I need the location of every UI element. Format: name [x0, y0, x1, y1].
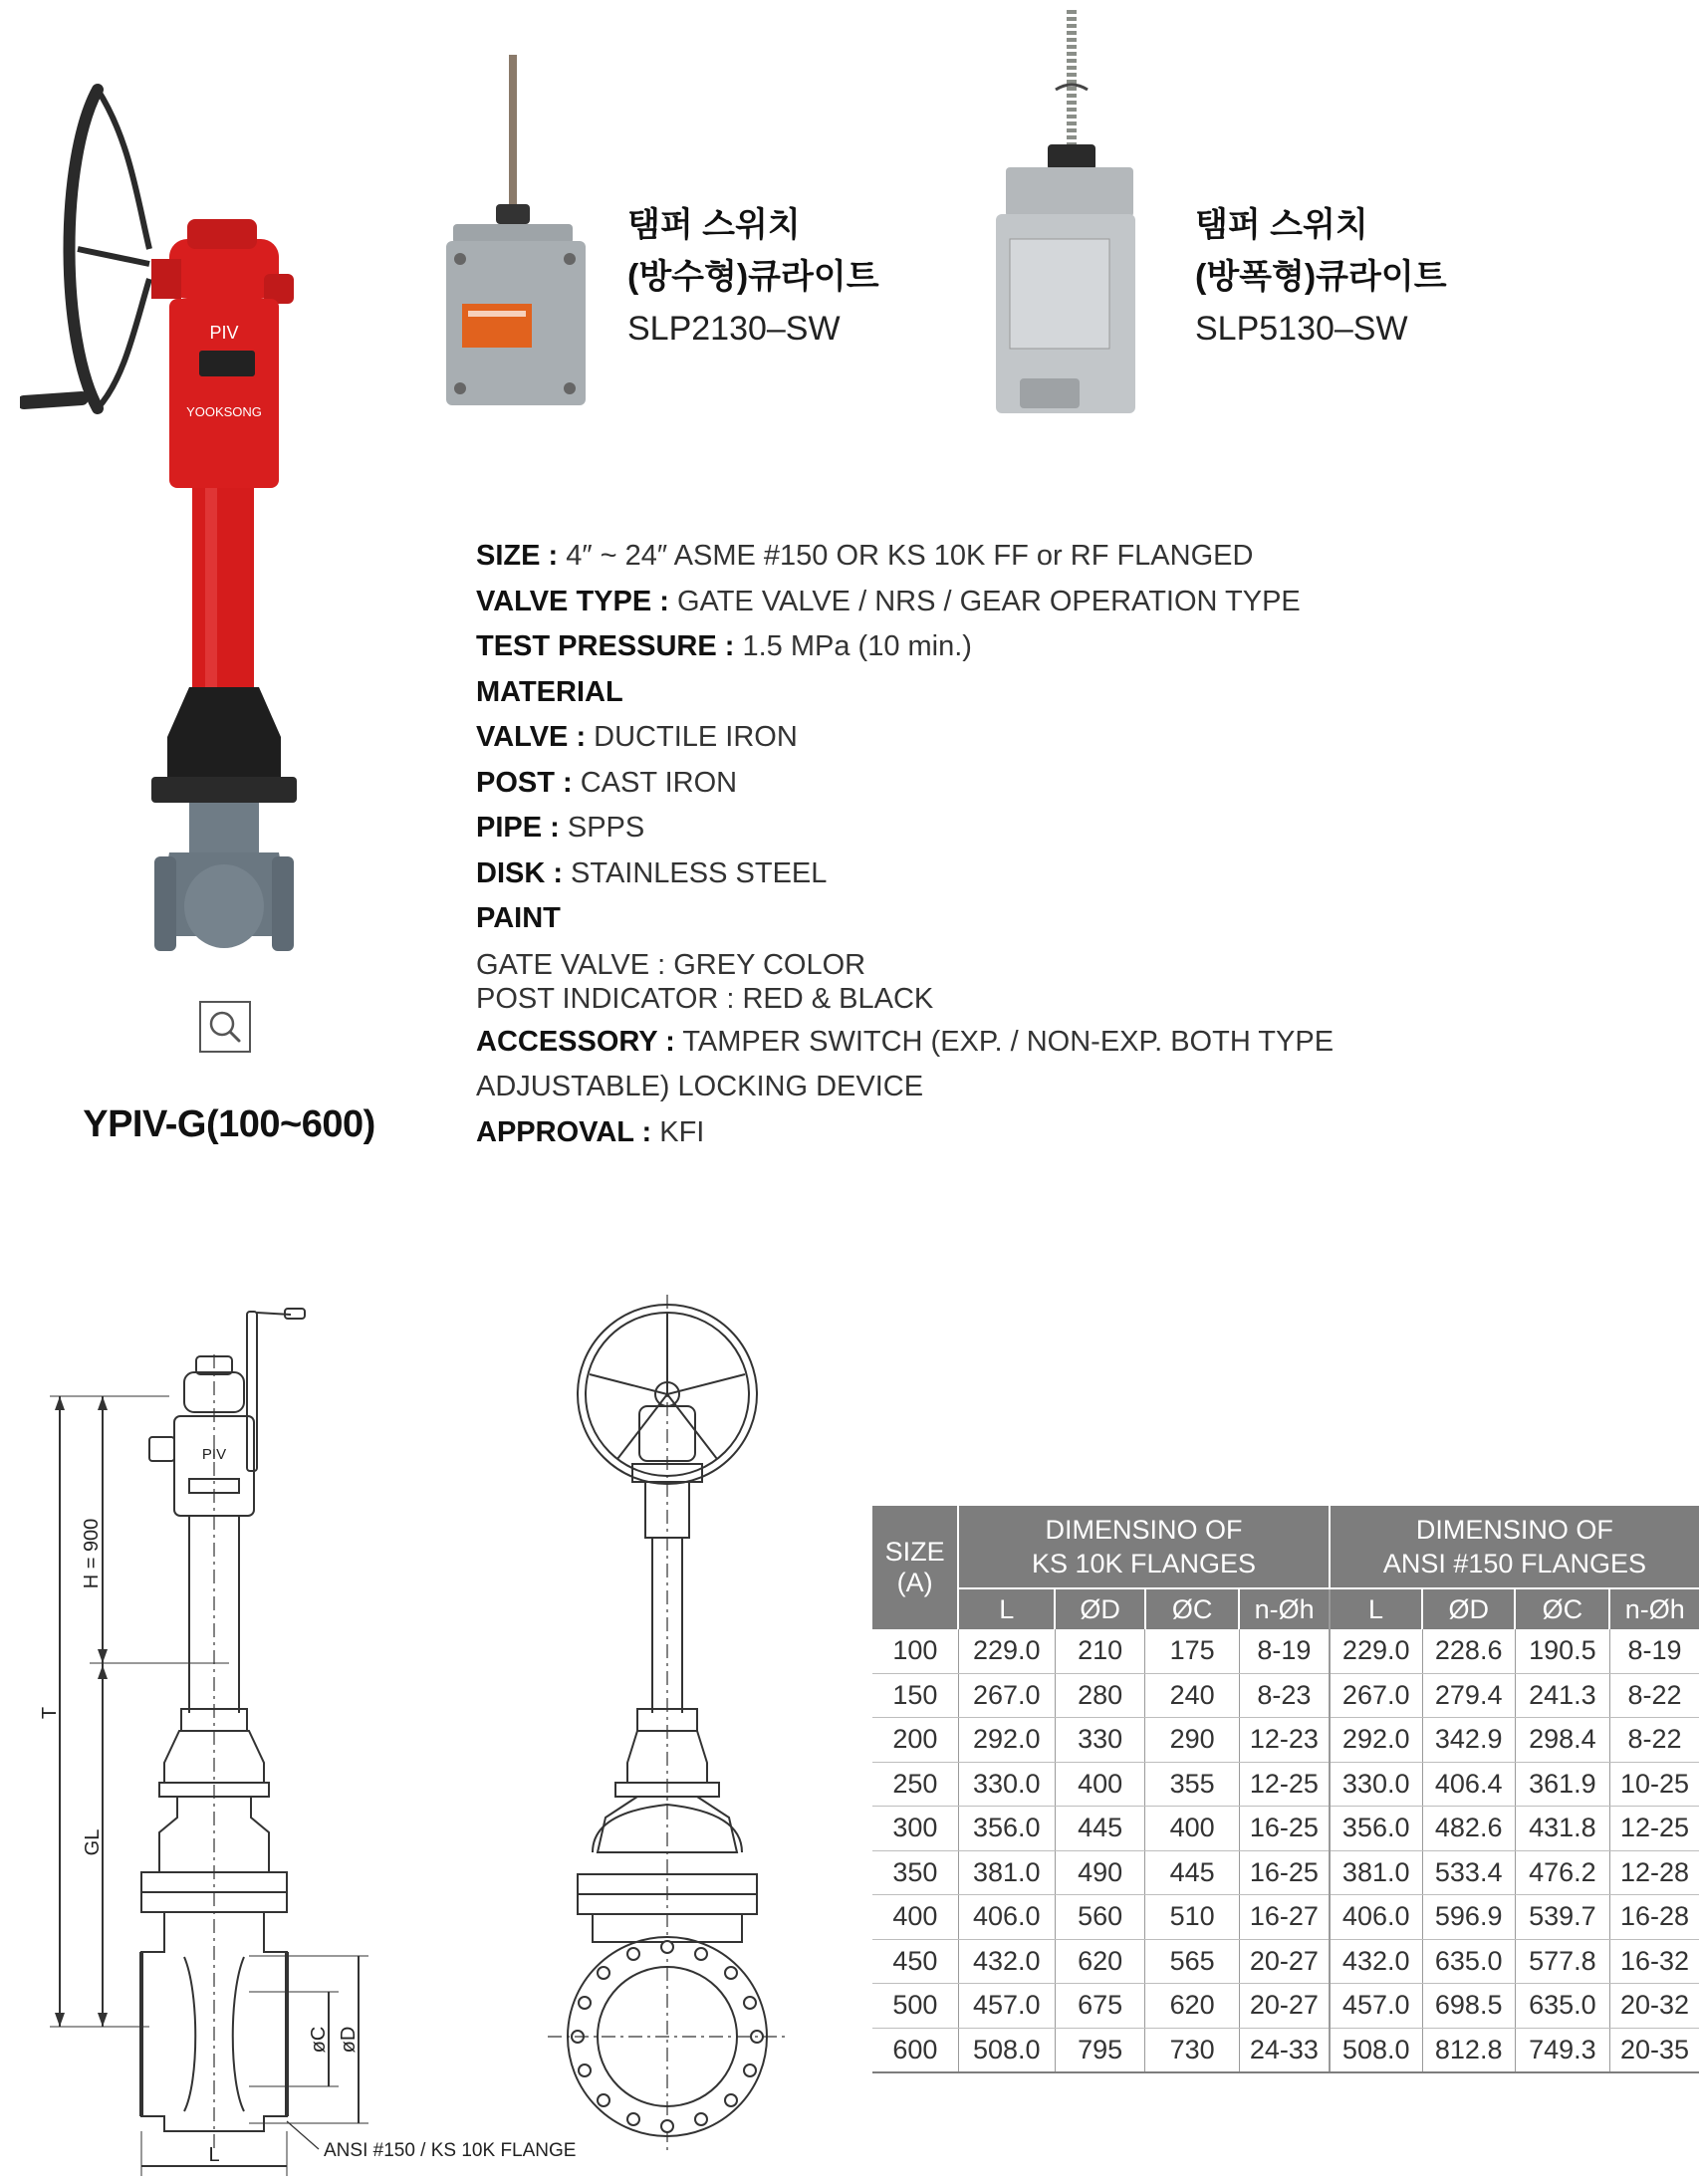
- drawing-t-label: T: [39, 1706, 61, 1720]
- header-ansi-flanges: DIMENSINO OF ANSI #150 FLANGES: [1330, 1506, 1699, 1588]
- subheader-ansi-l: L: [1330, 1588, 1422, 1629]
- subheader-ks-c: ØC: [1145, 1588, 1239, 1629]
- switch-explosion-proof-type: (방폭형)큐라이트: [1195, 258, 1447, 296]
- spec-post-material: POST : CAST IRON: [476, 766, 738, 799]
- spec-accessory-line2: ADJUSTABLE) LOCKING DEVICE: [476, 1071, 924, 1102]
- table-row: 200 292.0 330 290 12-23 292.0 342.9 298.4 8-22: [872, 1718, 1699, 1763]
- drawing-front-view: [548, 1295, 787, 2151]
- model-name: YPIV-G(100~600): [83, 1103, 375, 1145]
- magnifier-icon: [201, 1003, 249, 1051]
- switch-waterproof-caption: [627, 199, 926, 355]
- subheader-ansi-d: ØD: [1422, 1588, 1515, 1629]
- technical-drawing: [20, 1295, 856, 2181]
- spec-paint-post: POST INDICATOR : RED & BLACK: [476, 982, 934, 1015]
- spec-approval: APPROVAL : KFI: [476, 1115, 705, 1148]
- subheader-ks-nh: n-Øh: [1239, 1588, 1329, 1629]
- switch-photo-waterproof: [438, 10, 598, 408]
- spec-paint-heading: PAINT: [476, 902, 561, 934]
- photo-brand-label: YOOKSONG: [186, 404, 262, 419]
- drawing-h-label: H = 900: [81, 1518, 103, 1589]
- spec-valve-type: VALVE TYPE : GATE VALVE / NRS / GEAR OPERATION TYPE: [476, 585, 1301, 617]
- table-subheader-row: [872, 1588, 1699, 1629]
- handwheel: [24, 90, 149, 408]
- switch-waterproof-title: 탬퍼 스위치: [627, 206, 801, 244]
- switch-photo-explosion-proof: [986, 10, 1145, 418]
- switch-explosion-proof-model: SLP5130–SW: [1195, 310, 1408, 348]
- spec-paint-valve: GATE VALVE : GREY COLOR: [476, 948, 866, 981]
- subheader-ansi-c: ØC: [1515, 1588, 1609, 1629]
- spec-pipe-material: PIPE : SPPS: [476, 812, 645, 844]
- table-row: 350 381.0 490 445 16-25 381.0 533.4 476.2 12-28: [872, 1850, 1699, 1895]
- table-row: 600 508.0 795 730 24-33 508.0 812.8 749.3 20-35: [872, 2028, 1699, 2072]
- spec-valve-material: VALVE : DUCTILE IRON: [476, 721, 798, 753]
- table-row: 250 330.0 400 355 12-25 330.0 406.4 361.9 10-25: [872, 1762, 1699, 1807]
- spec-list: [476, 534, 1651, 1155]
- drawing-gl-label: GL: [82, 1828, 104, 1856]
- drawing-l-label: L: [208, 2144, 220, 2166]
- dimension-table: [872, 1506, 1699, 2073]
- subheader-ks-l: L: [958, 1588, 1055, 1629]
- drawing-piv-label: PIV: [201, 1446, 227, 1463]
- drawing-c-label: øC: [308, 2026, 330, 2054]
- table-row: 500 457.0 675 620 20-27 457.0 698.5 635.0 20-32: [872, 1984, 1699, 2029]
- product-photo: [20, 80, 339, 956]
- spec-material-heading: MATERIAL: [476, 675, 623, 708]
- header-size: SIZE (A): [872, 1506, 958, 1629]
- spec-accessory: ACCESSORY : TAMPER SWITCH (EXP. / NON-EXP. BOTH TYPE: [476, 1025, 1335, 1058]
- switch-waterproof-model: SLP2130–SW: [627, 310, 841, 348]
- table-row: 400 406.0 560 510 16-27 406.0 596.9 539.7 16-28: [872, 1895, 1699, 1940]
- drawing-flange-note: ANSI #150 / KS 10K FLANGE: [324, 2140, 577, 2161]
- subheader-ks-d: ØD: [1055, 1588, 1145, 1629]
- zoom-button[interactable]: [199, 1001, 251, 1053]
- switch-explosion-proof-caption: [1195, 199, 1494, 355]
- subheader-ansi-nh: n-Øh: [1609, 1588, 1699, 1629]
- table-row: 150 267.0 280 240 8-23 267.0 279.4 241.3 8-22: [872, 1673, 1699, 1718]
- spec-size: SIZE : 4″ ~ 24″ ASME #150 OR KS 10K FF or RF FLANGED: [476, 540, 1254, 572]
- table-row: 100 229.0 210 175 8-19 229.0 228.6 190.5 8-19: [872, 1629, 1699, 1673]
- spec-disk-material: DISK : STAINLESS STEEL: [476, 856, 828, 889]
- table-header-row: [872, 1506, 1699, 1588]
- header-ks-flanges: DIMENSINO OF KS 10K FLANGES: [958, 1506, 1330, 1588]
- switch-waterproof-type: (방수형)큐라이트: [627, 258, 879, 296]
- photo-piv-label: PIV: [209, 323, 239, 343]
- spec-test-pressure: TEST PRESSURE : 1.5 MPa (10 min.): [476, 630, 972, 662]
- switch-explosion-proof-title: 탬퍼 스위치: [1195, 206, 1368, 244]
- table-row: 300 356.0 445 400 16-25 356.0 482.6 431.8 12-25: [872, 1807, 1699, 1851]
- drawing-d-label: øD: [338, 2026, 360, 2054]
- table-row: 450 432.0 620 565 20-27 432.0 635.0 577.8 16-32: [872, 1939, 1699, 1984]
